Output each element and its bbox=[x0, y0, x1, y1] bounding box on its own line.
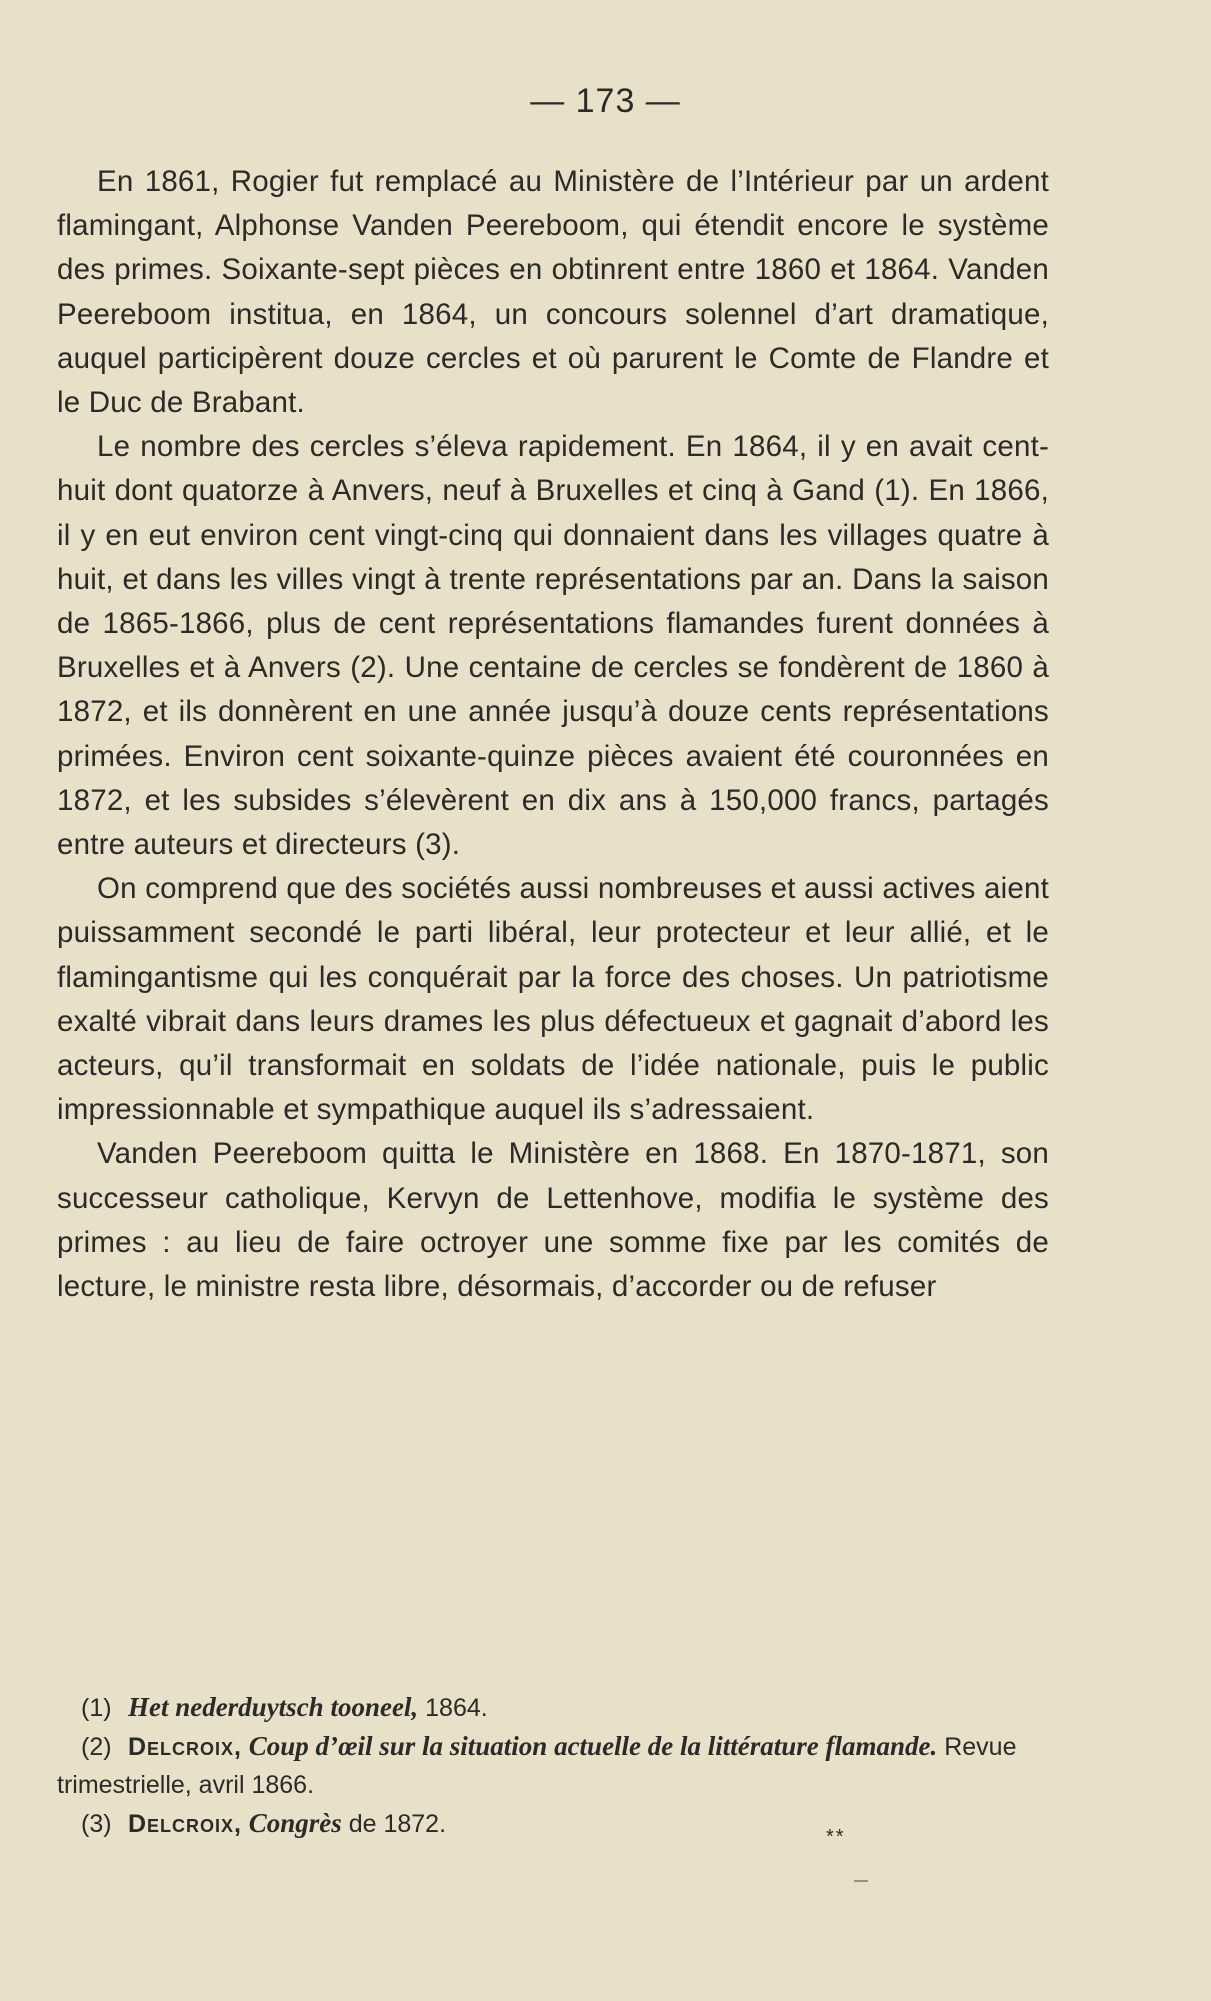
footnotes bbox=[57, 1688, 1047, 1843]
footnote-author: Delcroix, bbox=[127, 1733, 242, 1761]
footnote-1 bbox=[57, 1688, 1047, 1727]
footnote-title: Het nederduytsch tooneel, bbox=[127, 1692, 419, 1722]
paragraph-4: Vanden Peereboom quitta le Ministère en 1868. En 1870-1871, son successeur catholique, Kervyn de Lettenhove, modifia le système des primes : au lieu de faire octroyer une somme fixe par les comités de lecture, le ministre resta libre, désormais, d’accorder ou de refuser bbox=[57, 1137, 1049, 1304]
footnote-2 bbox=[57, 1727, 1047, 1804]
footnote-title: Coup d’œil sur la situation actuelle de la littérature flamande. bbox=[241, 1731, 938, 1761]
footnote-number: (3) bbox=[81, 1810, 112, 1838]
paragraph-2: Le nombre des cercles s’éleva rapidement. En 1864, il y en avait cent-huit dont quatorze à Anvers, neuf à Bruxelles et cinq à Gand (1). En 1866, il y en eut environ cent vingt-cinq qui donnaient dans les villages quatre à huit, et dans les villes vingt à trente représentations par an. Dans la saison de 1865-1866, plus de cent représentations flamandes furent données à Bruxelles et à Anvers (2). Une centaine de cercles se fondèrent de 1860 à 1872, et ils donnèrent en une année jusqu’à douze cents représentations primées. Environ cent soixante-quinze pièces avaient été couronnées en 1872, et les subsides s’élevèrent en dix ans à 150,000 francs, partagés entre auteurs et directeurs (3). bbox=[57, 430, 1049, 862]
footnote-number: (2) bbox=[81, 1733, 112, 1761]
footnote-rest: de 1872. bbox=[341, 1810, 447, 1838]
footnote-rest: 1864. bbox=[418, 1694, 488, 1722]
paragraph-1: En 1861, Rogier fut remplacé au Ministère de l’Intérieur par un ardent flamingant, Alphonse Vanden Peereboom, qui étendit encore le système des primes. Soixante-sept pièces en obtinrent entre 1860 et 1864. Vanden Peereboom institua, en 1864, un concours solennel d’art dramatique, auquel participèrent douze cercles et où parurent le Comte de Flandre et le Duc de Brabant. bbox=[57, 165, 1049, 420]
body-text bbox=[57, 160, 1049, 1309]
page-number: — 173 — bbox=[530, 82, 681, 120]
signature-mark: ** bbox=[826, 1826, 846, 1848]
printer-mark bbox=[854, 1880, 868, 1882]
footnote-title: Congrès bbox=[241, 1808, 342, 1838]
footnote-author: Delcroix, bbox=[127, 1810, 242, 1838]
footnote-rest: Revue trimestrielle, avril 1866. bbox=[57, 1733, 1017, 1799]
footnote-3 bbox=[57, 1804, 1047, 1843]
paragraph-3: On comprend que des sociétés aussi nombreuses et aussi actives aient puissamment secondé le parti libéral, leur protecteur et leur allié, et le flamingantisme qui les conquérait par la force des choses. Un patriotisme exalté vibrait dans leurs drames les plus défectueux et gagnait d’abord les acteurs, qu’il transformait en soldats de l’idée nationale, puis le public impressionnable et sympathique auquel ils s’adressaient. bbox=[57, 872, 1049, 1127]
footnote-number: (1) bbox=[81, 1694, 112, 1722]
